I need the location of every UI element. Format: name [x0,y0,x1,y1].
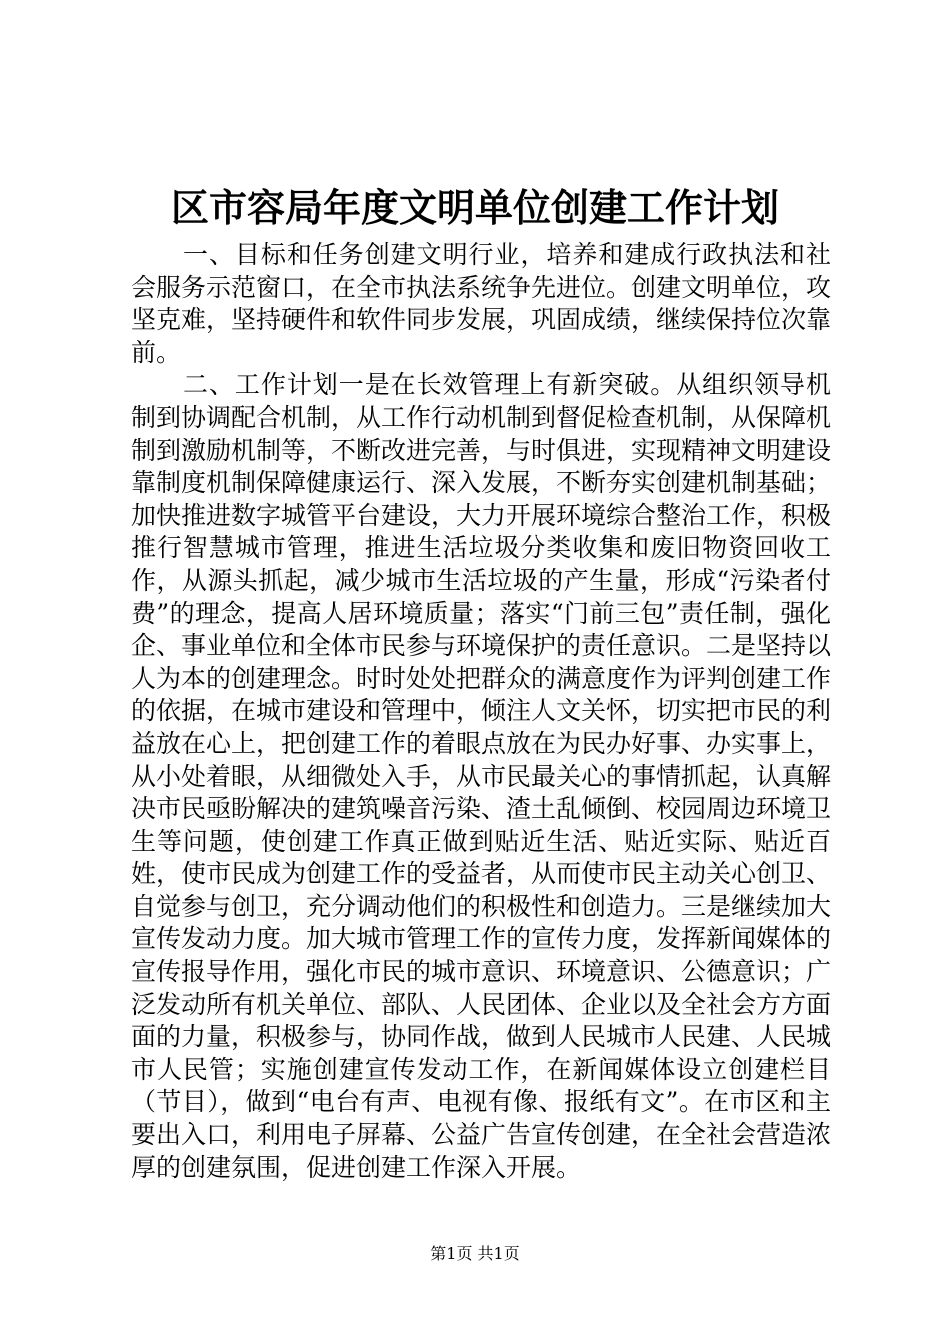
paragraph-work-plan: 二、工作计划一是在长效管理上有新突破。从组织领导机制到协调配合机制，从工作行动机制到督促检查机制，从保障机制到激励机制等，不断改进完善，与时俱进，实现精神文明建设靠制度机制保障健康运行、深入发展，不断夯实创建机制基础；加快推进数字城管平台建设，大力开展环境综合整治工作，积极推行智慧城市管理，推进生活垃圾分类收集和废旧物资回收工作，从源头抓起，减少城市生活垃圾的产生量，形成“污染者付费”的理念，提高人居环境质量；落实“门前三包”责任制，强化企、事业单位和全体市民参与环境保护的责任意识。二是坚持以人为本的创建理念。时时处处把群众的满意度作为评判创建工作的依据，在城市建设和管理中，倾注人文关怀，切实把市民的利益放在心上，把创建工作的着眼点放在为民办好事、办实事上，从小处着眼，从细微处入手，从市民最关心的事情抓起，认真解决市民亟盼解决的建筑噪音污染、渣土乱倾倒、校园周边环境卫生等问题，使创建工作真正做到贴近生活、贴近实际、贴近百姓，使市民成为创建工作的受益者，从而使市民主动关心创卫、自觉参与创卫，充分调动他们的积极性和创造力。三是继续加大宣传发动力度。加大城市管理工作的宣传力度，发挥新闻媒体的宣传报导作用，强化市民的城市意识、环境意识、公德意识；广泛发动所有机关单位、部队、人民团体、企业以及全社会方方面面的力量，积极参与，协同作战，做到人民城市人民建、人民城市人民管；实施创建宣传发动工作，在新闻媒体设立创建栏目（节目），做到“电台有声、电视有像、报纸有文”。在市区和主要出入口，利用电子屏幕、公益广告宣传创建，在全社会营造浓厚的创建氛围，促进创建工作深入开展。 [131,370,832,1182]
document-body [131,239,831,1184]
page-number-footer: 第1页 共1页 [430,1244,520,1263]
document-title: 区市容局年度文明单位创建工作计划 [170,185,779,230]
paragraph-goals: 一、目标和任务创建文明行业，培养和建成行政执法和社会服务示范窗口，在全市执法系统争先进位。创建文明单位，攻坚克难，坚持硬件和软件同步发展，巩固成绩，继续保持位次靠前。 [131,240,832,367]
